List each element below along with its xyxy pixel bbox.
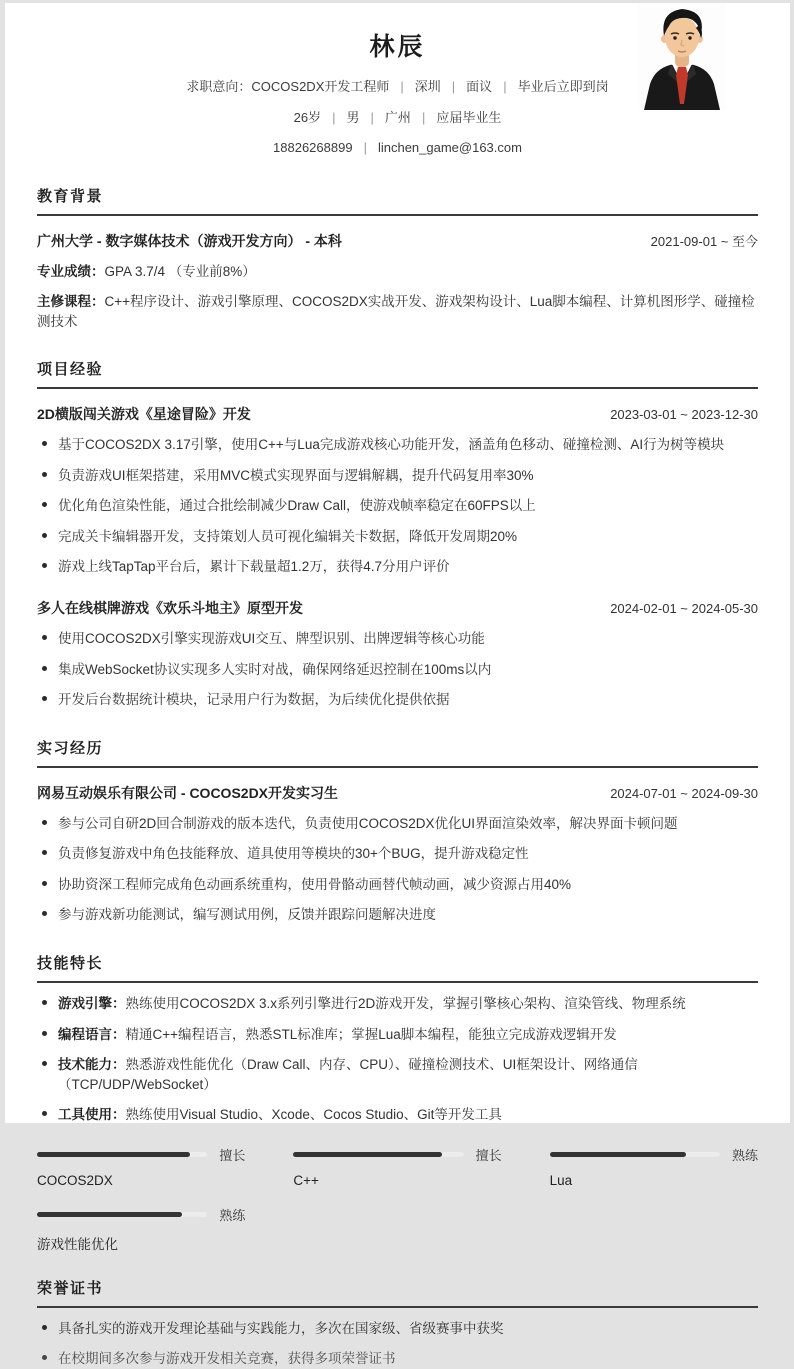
- separator: |: [421, 109, 426, 125]
- project-date-range: 2023-03-01 ~ 2023-12-30: [610, 407, 758, 423]
- skill-bar-track: [550, 1152, 720, 1157]
- section-education: [37, 185, 758, 332]
- gpa-row: [37, 262, 758, 282]
- avatar-illustration: [638, 4, 726, 110]
- skill-text: 熟练使用Visual Studio、Xcode、Cocos Studio、Git等开发工具: [125, 1107, 502, 1123]
- skill-text: 熟练使用COCOS2DX 3.x系列引擎进行2D游戏开发，掌握引擎核心架构、渲染管线、物理系统: [125, 995, 686, 1011]
- section-heading-projects: 项目经验: [37, 358, 758, 389]
- bullet-item: 具备扎实的游戏开发理论基础与实践能力，多次在国家级、省级赛事中获奖: [37, 1319, 758, 1339]
- section-heading-internship: 实习经历: [37, 737, 758, 768]
- bullet-item: 使用COCOS2DX引擎实现游戏UI交互、牌型识别、出牌逻辑等核心功能: [37, 629, 758, 649]
- project-entry-header: [37, 598, 758, 618]
- separator: |: [400, 79, 404, 94]
- gpa-value: GPA 3.7/4 （专业前8%）: [104, 263, 256, 279]
- graduate-status: 应届毕业生: [436, 109, 502, 125]
- separator: |: [370, 109, 374, 125]
- resume-page: [5, 3, 790, 1367]
- gpa-label: 专业成绩：: [37, 263, 105, 279]
- age: 26岁: [293, 109, 322, 125]
- skill-name: C++: [293, 1172, 319, 1188]
- section-skills: [37, 952, 758, 1253]
- skill-level-label: 熟练: [731, 1147, 758, 1163]
- skill-bar: [550, 1145, 758, 1188]
- phone-number: 18826268899: [273, 140, 353, 155]
- skill-bar-track: [37, 1212, 207, 1217]
- project-date-range: 2024-02-01 ~ 2024-05-30: [610, 601, 758, 616]
- project-bullet-list: [37, 435, 758, 577]
- candidate-name: 林辰: [369, 33, 426, 61]
- separator: |: [503, 79, 507, 94]
- bullet-item: [37, 1055, 758, 1094]
- separator: |: [451, 79, 456, 94]
- gender: 男: [346, 109, 360, 125]
- skill-bar-row: [37, 1145, 245, 1164]
- education-date-range: 2021-09-01 ~ 至今: [650, 233, 758, 249]
- skill-text: 精通C++编程语言，熟悉STL标准库；掌握Lua脚本编程，能独立完成游戏逻辑开发: [125, 1026, 617, 1042]
- bullet-item: [37, 1105, 758, 1125]
- bullet-item: 负责游戏UI框架搭建，采用MVC模式实现界面与逻辑解耦，提升代码复用率30%: [37, 466, 758, 486]
- skill-level-label: 熟练: [219, 1207, 246, 1223]
- bullet-item: 协助资深工程师完成角色动画系统重构，使用骨骼动画替代帧动画，减少资源占用40%: [37, 875, 758, 895]
- skill-bars-grid: [37, 1145, 758, 1253]
- section-heading-honors: 荣誉证书: [37, 1277, 758, 1308]
- section-heading-education: 教育背景: [37, 185, 758, 216]
- separator: |: [363, 140, 367, 155]
- skill-bar: [37, 1145, 245, 1188]
- separator: |: [332, 109, 336, 125]
- internship-date-range: 2024-07-01 ~ 2024-09-30: [610, 785, 758, 801]
- skill-bar-fill: [550, 1152, 686, 1157]
- bullet-item: [37, 994, 758, 1014]
- courses-label: 主修课程：: [37, 294, 105, 310]
- bullet-item: 参与公司自研2D回合制游戏的版本迭代，负责使用COCOS2DX优化UI界面渲染效率，解决界面卡顿问题: [37, 814, 758, 834]
- internship-title: 网易互动娱乐有限公司 - COCOS2DX开发实习生: [37, 784, 339, 801]
- skill-name: COCOS2DX: [37, 1172, 113, 1188]
- availability: 毕业后立即到岗: [517, 79, 609, 94]
- section-heading-skills: 技能特长: [37, 952, 758, 983]
- bullet-item: 基于COCOS2DX 3.17引擎，使用C++与Lua完成游戏核心功能开发，涵盖角色移动、碰撞检测、AI行为树等模块: [37, 435, 758, 455]
- section-projects: [37, 358, 758, 710]
- bullet-item: 负责修复游戏中角色技能释放、道具使用等模块的30+个BUG，提升游戏稳定性: [37, 844, 758, 864]
- skill-bar: [37, 1205, 245, 1253]
- education-entry-header: [37, 231, 758, 251]
- contact-line: [37, 138, 758, 158]
- skills-bullet-list: [37, 994, 758, 1125]
- courses-value: C++程序设计、游戏引擎原理、COCOS2DX实战开发、游戏架构设计、Lua脚本编程、计算机图形学、碰撞检测技术: [37, 294, 755, 329]
- project-title: 2D横版闯关游戏《星途冒险》开发: [37, 406, 251, 423]
- skill-bar-row: [293, 1145, 501, 1164]
- skill-bar: [293, 1145, 501, 1188]
- bullet-item: 开发后台数据统计模块，记录用户行为数据，为后续优化提供依据: [37, 690, 758, 710]
- section-honors: [37, 1277, 758, 1369]
- job-intent: 求职意向：COCOS2DX开发工程师: [186, 79, 390, 94]
- honors-bullet-list: [37, 1319, 758, 1369]
- skill-name: 游戏性能优化: [37, 1236, 118, 1252]
- skill-text: 熟悉游戏性能优化（Draw Call、内存、CPU）、碰撞检测技术、UI框架设计、网络通信（TCP/UDP/WebSocket）: [58, 1057, 638, 1092]
- bullet-item: [37, 1025, 758, 1045]
- skill-bar-row: [550, 1145, 758, 1164]
- skill-label: 编程语言：: [58, 1026, 126, 1042]
- skill-bar-fill: [37, 1212, 182, 1217]
- skill-bar-track: [293, 1152, 463, 1157]
- skill-level-label: 擅长: [219, 1147, 246, 1163]
- education-title: 广州大学 - 数字媒体技术（游戏开发方向） - 本科: [37, 232, 342, 249]
- email-address: linchen_game@163.com: [377, 140, 522, 155]
- skill-bar-row: [37, 1205, 245, 1224]
- bullet-item-clipped: 在校期间多次参与游戏开发相关竞赛，获得多项荣誉证书: [37, 1349, 758, 1369]
- hometown: 广州: [384, 109, 411, 125]
- bullet-item: 游戏上线TapTap平台后，累计下载量超1.2万，获得4.7分用户评价: [37, 557, 758, 577]
- bullet-item: 集成WebSocket协议实现多人实时对战，确保网络延迟控制在100ms以内: [37, 660, 758, 680]
- project-bullet-list: [37, 629, 758, 710]
- avatar: [638, 4, 726, 110]
- city: 深圳: [414, 79, 441, 94]
- skill-bar-fill: [293, 1152, 441, 1157]
- skill-name: Lua: [549, 1172, 573, 1188]
- skill-bar-fill: [37, 1152, 190, 1157]
- bullet-item: 完成关卡编辑器开发，支持策划人员可视化编辑关卡数据，降低开发周期20%: [37, 527, 758, 547]
- skill-label: 工具使用：: [58, 1107, 126, 1123]
- bullet-item: 参与游戏新功能测试，编写测试用例，反馈并跟踪问题解决进度: [37, 905, 758, 925]
- bullet-item: 优化角色渲染性能，通过合批绘制减少Draw Call，使游戏帧率稳定在60FPS以上: [37, 496, 758, 516]
- skill-label: 游戏引擎：: [58, 995, 126, 1011]
- internship-bullet-list: [37, 814, 758, 925]
- project-title: 多人在线棋牌游戏《欢乐斗地主》原型开发: [37, 600, 303, 616]
- section-internship: [37, 737, 758, 925]
- salary: 面议: [466, 79, 493, 94]
- personal-info-line: [37, 108, 758, 128]
- resume-header: [37, 3, 758, 158]
- project-entry-header: [37, 404, 758, 424]
- courses-row: [37, 292, 758, 331]
- skill-label: 技术能力：: [58, 1057, 126, 1073]
- skill-bar-track: [37, 1152, 207, 1157]
- skill-level-label: 擅长: [475, 1147, 502, 1163]
- internship-entry-header: [37, 783, 758, 803]
